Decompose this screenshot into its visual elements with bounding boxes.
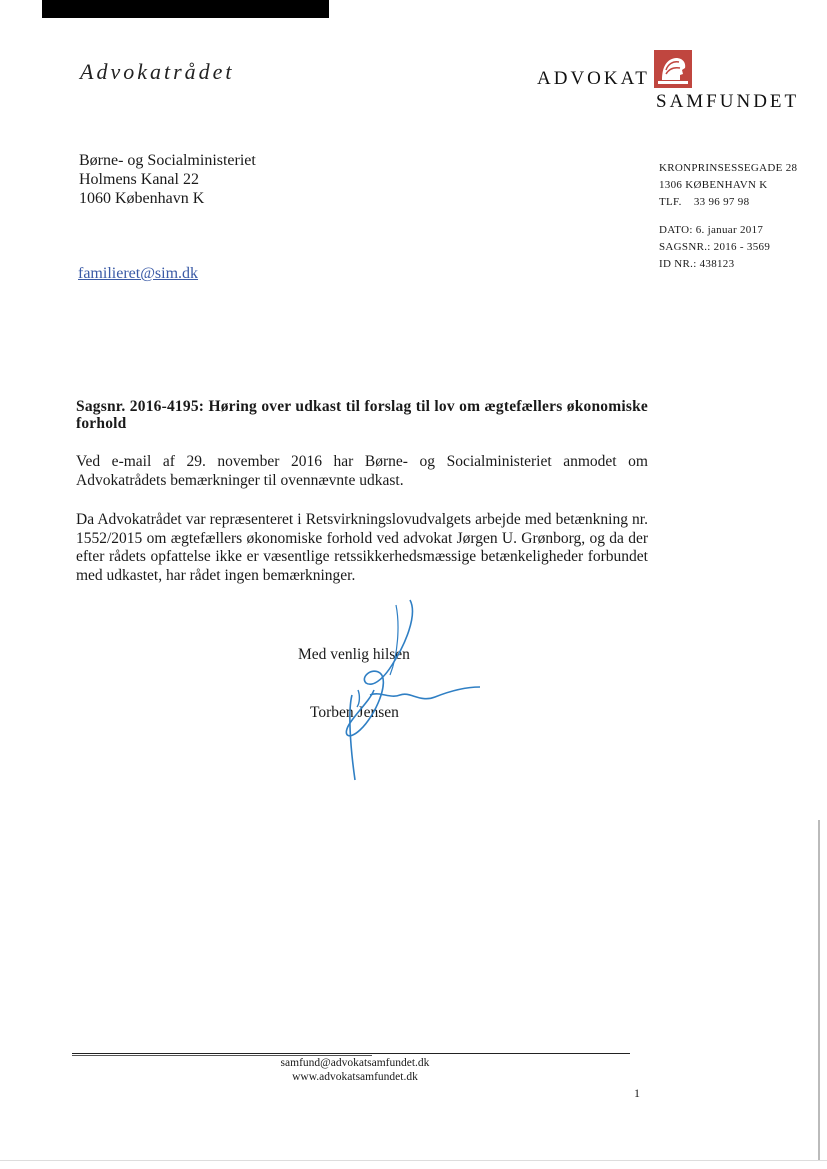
letter-date: DATO: 6. januar 2017: [659, 224, 764, 236]
closing-greeting: Med venlig hilsen: [298, 646, 410, 663]
scan-bottom-edge: [0, 1160, 827, 1161]
body-paragraph-1: Ved e-mail af 29. november 2016 har Børne- og Socialministeriet anmodet om Advokatrådets bemærkninger til ovennævnte udkast.: [76, 453, 648, 489]
scan-edge-shadow: [818, 820, 820, 1160]
footer-website[interactable]: www.advokatsamfundet.dk: [292, 1071, 418, 1083]
handwritten-signature: [300, 595, 490, 785]
letter-subject: Sagsnr. 2016-4195: Høring over udkast til forslag til lov om ægtefællers økonomiske forhold: [76, 398, 648, 432]
sender-address-1: KRONPRINSESSEGADE 28: [659, 162, 798, 174]
body-paragraph-2: Da Advokatrådet var repræsenteret i Retsvirkningslovudvalgets arbejde med betænkning nr. 1552/2015 om ægtefællers økonomiske forhold ved advokat Jørgen U. Grønborg, og da der efter rådets opfattelse ikke er væsentlige retssikkerhedsmæssige betænkeligheder forbundet med udkastet, har rådet ingen bemærkninger.: [76, 511, 648, 584]
logo-word-advokat: ADVOKAT: [537, 68, 650, 89]
footer-email[interactable]: samfund@advokatsamfundet.dk: [280, 1057, 430, 1069]
page-number: 1: [634, 1086, 640, 1100]
helmeted-head-logo-icon: [654, 50, 692, 88]
recipient-line-2: Holmens Kanal 22: [79, 171, 199, 188]
org-name-script: Advokatrådet: [80, 59, 235, 84]
recipient-address: [79, 151, 256, 208]
signatory-name: Torben Jensen: [310, 704, 399, 721]
sender-address-2: 1306 KØBENHAVN K: [659, 179, 768, 191]
sender-phone: TLF. 33 96 97 98: [659, 196, 750, 208]
redaction-bar: [42, 0, 329, 18]
recipient-email-link[interactable]: familieret@sim.dk: [78, 265, 199, 282]
case-number: SAGSNR.: 2016 - 3569: [659, 241, 771, 253]
recipient-line-3: 1060 København K: [79, 190, 205, 207]
logo-word-samfundet: SAMFUNDET: [656, 91, 800, 112]
footer-divider: [72, 1053, 630, 1054]
id-number: ID NR.: 438123: [659, 258, 735, 270]
sender-info-block: [659, 160, 797, 273]
recipient-line-1: Børne- og Socialministeriet: [79, 152, 256, 169]
footer-contact: [200, 1056, 510, 1084]
